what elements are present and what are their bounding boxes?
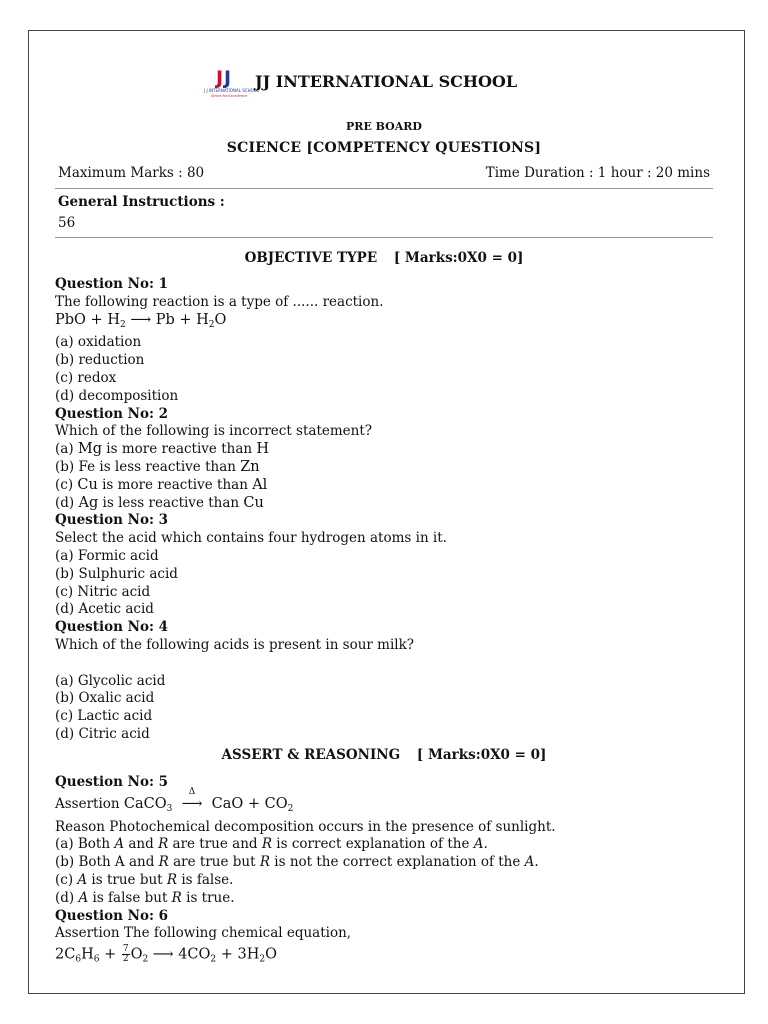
school-header bbox=[0, 62, 768, 102]
question-text: Assertion The following chemical equation, bbox=[55, 925, 352, 942]
option: (d) Citric acid bbox=[55, 725, 150, 742]
maximum-marks: Maximum Marks : 80 bbox=[58, 165, 205, 181]
divider bbox=[55, 237, 713, 238]
svg-text:J: J bbox=[224, 67, 232, 89]
assertion-line: Assertion CaCO$_3$ Δ ⟶ CaO + $CO_2$ bbox=[55, 786, 294, 814]
option: (b) Fe is less reactive than Zn bbox=[55, 458, 260, 475]
general-instructions-title: General Instructions : bbox=[58, 194, 225, 210]
option: (c) Cu is more reactive than Al bbox=[55, 476, 268, 493]
svg-text:J J INTERNATIONAL SCHOOL: J J INTERNATIONAL SCHOOL bbox=[204, 88, 260, 93]
question-text: Which of the following acids is present in sour milk? bbox=[55, 636, 415, 653]
option: (d) Ag is less reactive than Cu bbox=[55, 494, 264, 511]
question-title: Question No: 4 bbox=[55, 619, 169, 636]
equation: PbO + $H_2$ ⟶ $Pb + H_2O$ bbox=[55, 311, 227, 330]
question-title: Question No: 5 bbox=[55, 774, 169, 790]
reason-text: Reason Photochemical decomposition occurs in the presence of sunlight. bbox=[55, 818, 556, 835]
section-objective-title bbox=[0, 250, 768, 266]
option: (a) Glycolic acid bbox=[55, 672, 166, 689]
question-title: Question No: 6 bbox=[55, 907, 169, 924]
school-logo bbox=[203, 64, 260, 100]
option: (d) Acetic acid bbox=[55, 601, 154, 618]
question-title: Question No: 3 bbox=[55, 512, 169, 529]
marks-duration-row bbox=[58, 165, 710, 181]
option: (b) Sulphuric acid bbox=[55, 565, 178, 582]
question-text: The following reaction is a type of ...... reaction. bbox=[55, 293, 384, 310]
option: (d) decomposition bbox=[55, 387, 179, 404]
question-title: Question No: 1 bbox=[55, 276, 169, 292]
general-instructions-body: 56 bbox=[58, 215, 76, 231]
option: (b) Oxalic acid bbox=[55, 690, 155, 707]
option: (c) A is true but R is false. bbox=[55, 871, 234, 888]
time-duration: Time Duration : 1 hour : 20 mins bbox=[485, 165, 710, 181]
option: (b) Both A and R are true but R is not the correct explanation of the A. bbox=[55, 854, 539, 871]
question-text: Which of the following is incorrect statement? bbox=[55, 423, 373, 440]
svg-text:J: J bbox=[216, 67, 224, 89]
equation: $2C_6H_6$ + $\frac{7}{2}$ $O_2$ ⟶ $4CO_2 + 3H_2O$ bbox=[55, 944, 278, 965]
option: (c) redox bbox=[55, 369, 117, 386]
section-marks: [ Marks:0X0 = 0] bbox=[393, 250, 524, 266]
question-title: Question No: 2 bbox=[55, 405, 169, 422]
section-name: OBJECTIVE TYPE bbox=[244, 250, 378, 266]
divider bbox=[55, 188, 713, 189]
objective-questions bbox=[55, 276, 735, 744]
section-marks: [ Marks:0X0 = 0] bbox=[416, 747, 547, 763]
blank-line bbox=[55, 655, 735, 673]
option: (a) Mg is more reactive than H bbox=[55, 441, 270, 458]
option: (c) Lactic acid bbox=[55, 708, 153, 725]
section-assert-title bbox=[0, 747, 768, 763]
option: (c) Nitric acid bbox=[55, 583, 151, 600]
option: (a) oxidation bbox=[55, 334, 142, 351]
section-name: ASSERT & REASONING bbox=[221, 747, 401, 763]
option: (a) Formic acid bbox=[55, 547, 159, 564]
svg-text:Strive for Excellence: Strive for Excellence bbox=[211, 94, 248, 98]
exam-subject: SCIENCE [COMPETENCY QUESTIONS] bbox=[226, 140, 542, 156]
option: (b) reduction bbox=[55, 352, 145, 369]
option: (a) Both A and R are true and R is correct explanation of the A. bbox=[55, 836, 488, 853]
question-text: Select the acid which contains four hydrogen atoms in it. bbox=[55, 530, 447, 547]
option: (d) A is false but R is true. bbox=[55, 889, 235, 906]
exam-title: PRE BOARD bbox=[346, 120, 422, 133]
school-name: JJ INTERNATIONAL SCHOOL bbox=[255, 72, 518, 91]
assert-reason-questions bbox=[55, 774, 735, 969]
